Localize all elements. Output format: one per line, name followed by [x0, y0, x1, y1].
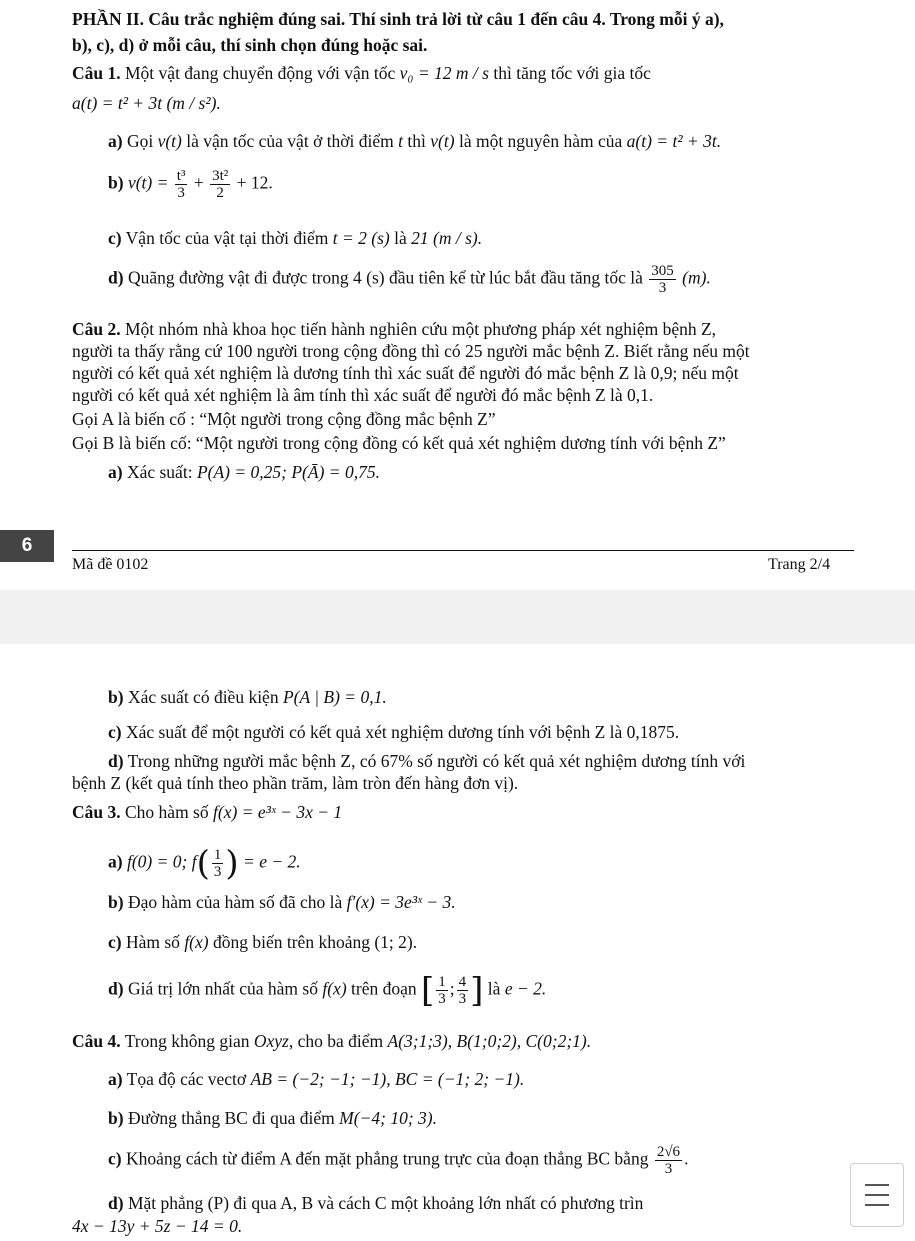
q3-stem: Câu 3. Cho hàm số f(x) = e³ˣ − 3x − 1 [72, 802, 343, 822]
q2-option-b: b) Xác suất có điều kiện P(A | B) = 0,1. [108, 687, 387, 707]
q2-line5: Gọi A là biến cố : “Một người trong cộng đồng mắc bệnh Z” [72, 409, 496, 429]
page-indicator: Trang 2/4 [768, 556, 831, 573]
q4-option-b: b) Đường thẳng BC đi qua điểm M(−4; 10; 3). [108, 1108, 437, 1128]
q2-line1: Câu 2. Một nhóm nhà khoa học tiến hành nghiên cứu một phương pháp xét nghiệm bệnh Z, [72, 319, 717, 339]
q2-option-a: a) Xác suất: P(A) = 0,25; P(Ā) = 0,75. [108, 462, 380, 482]
q2-line2: người ta thấy rằng cứ 100 người trong cộng đồng thì có 25 người mắc bệnh Z. Biết rằng nếu một [72, 341, 750, 361]
q1-option-b: b) v(t) = $\frac{\text{t³}}{3}$ + $\frac{\text{3t²}}{2}$ + 12. [108, 168, 273, 201]
fraction: $\frac{1}{3}$ [438, 974, 446, 1007]
page-top [0, 0, 915, 590]
fraction: $\frac{\text{t³}}{3}$ [176, 168, 186, 201]
q4-label: Câu 4. [72, 1031, 121, 1051]
q2-line3: người có kết quả xét nghiệm là dương tính thì xác suất để người đó mắc bệnh Z là 0,9; nếu một [72, 363, 739, 383]
fraction: $\frac{2√6}{3}$ [656, 1144, 681, 1177]
q4-option-a: a) Tọa độ các vectơ AB = (−2; −1; −1), BC = (−1; 2; −1). [108, 1069, 525, 1089]
q2-line6: Gọi B là biến cố: “Một người trong cộng đồng có kết quả xét nghiệm dương tính với bệnh Z” [72, 433, 726, 453]
q4-option-d-equation: 4x − 13y + 5z − 14 = 0. [72, 1216, 243, 1236]
q1-option-d: d) Quãng đường vật đi được trong 4 (s) đầu tiên kể từ lúc bắt đầu tăng tốc là $\frac{305}{3}$ (m). [108, 263, 711, 296]
part-heading-line1: PHẦN II. Câu trắc nghiệm đúng sai. Thí sinh trả lời từ câu 1 đến câu 4. Trong mỗi ý a), [72, 9, 724, 29]
page-bottom [0, 644, 915, 1241]
q4-option-c: c) Khoảng cách từ điểm A đến mặt phẳng trung trực của đoạn thẳng BC bằng $\frac{2√6}{3}$ . [108, 1144, 689, 1177]
q1-stem: Câu 1. Một vật đang chuyển động với vận tốc v₀ = 12 m / s thì tăng tốc với gia tốc [72, 63, 651, 83]
menu-icon-bar [865, 1194, 889, 1196]
q3-option-c: c) Hàm số f(x) đồng biến trên khoảng (1; 2). [108, 932, 418, 952]
q3-label: Câu 3. [72, 802, 121, 822]
q1-label: Câu 1. [72, 63, 121, 83]
q3-option-d: d) Giá trị lớn nhất của hàm số f(x) trên đoạn [ $\frac{1}{3}$ ; $\frac{4}{3}$ ] là e − 2. [108, 970, 547, 1011]
q2-option-d-cont: bệnh Z (kết quả tính theo phần trăm, làm tròn đến hàng đơn vị). [72, 773, 519, 793]
exam-code: Mã đề 0102 [72, 556, 149, 573]
menu-icon-bar [865, 1184, 889, 1186]
q2-option-d: d) Trong những người mắc bệnh Z, có 67% số người có kết quả xét nghiệm dương tính với [108, 751, 746, 771]
fraction: $\frac{4}{3}$ [458, 974, 467, 1007]
q2-option-c: c) Xác suất để một người có kết quả xét nghiệm dương tính với bệnh Z là 0,1875. [108, 722, 680, 742]
fraction: $\frac{\text{3t²}}{2}$ [212, 168, 229, 201]
q2-line4: người có kết quả xét nghiệm là âm tính thì xác suất để người đó mắc bệnh Z là 0,1. [72, 385, 654, 405]
q4-option-d: d) Mặt phẳng (P) đi qua A, B và cách C một khoảng lớn nhất có phương trìn [108, 1193, 644, 1213]
fraction: $\frac{305}{3}$ [651, 263, 674, 296]
menu-button[interactable] [850, 1163, 904, 1227]
page-number-badge: 6 [0, 530, 54, 562]
menu-icon-bar [865, 1204, 889, 1206]
q1-option-a: a) Gọi v(t) là vận tốc của vật ở thời điểm t thì v(t) là một nguyên hàm của a(t) = t² + 3t. [108, 131, 722, 151]
q2-label: Câu 2. [72, 319, 121, 339]
part-heading-line2: b), c), d) ở mỗi câu, thí sinh chọn đúng hoặc sai. [72, 35, 428, 55]
page-separator [0, 590, 915, 644]
q3-option-a: a) f(0) = 0; f( $\frac{1}{3}$ ) = e − 2. [108, 843, 301, 884]
q1-option-c: c) Vận tốc của vật tại thời điểm t = 2 (s) là 21 (m / s). [108, 228, 483, 248]
q1-acceleration: a(t) = t² + 3t (m / s²). [72, 93, 221, 113]
footer-divider [72, 550, 854, 551]
q3-option-b: b) Đạo hàm của hàm số đã cho là f′(x) = 3e³ˣ − 3. [108, 892, 456, 912]
fraction: $\frac{1}{3}$ [213, 847, 222, 880]
q4-stem: Câu 4. Trong không gian Oxyz, cho ba điểm A(3;1;3), B(1;0;2), C(0;2;1). [72, 1031, 592, 1051]
